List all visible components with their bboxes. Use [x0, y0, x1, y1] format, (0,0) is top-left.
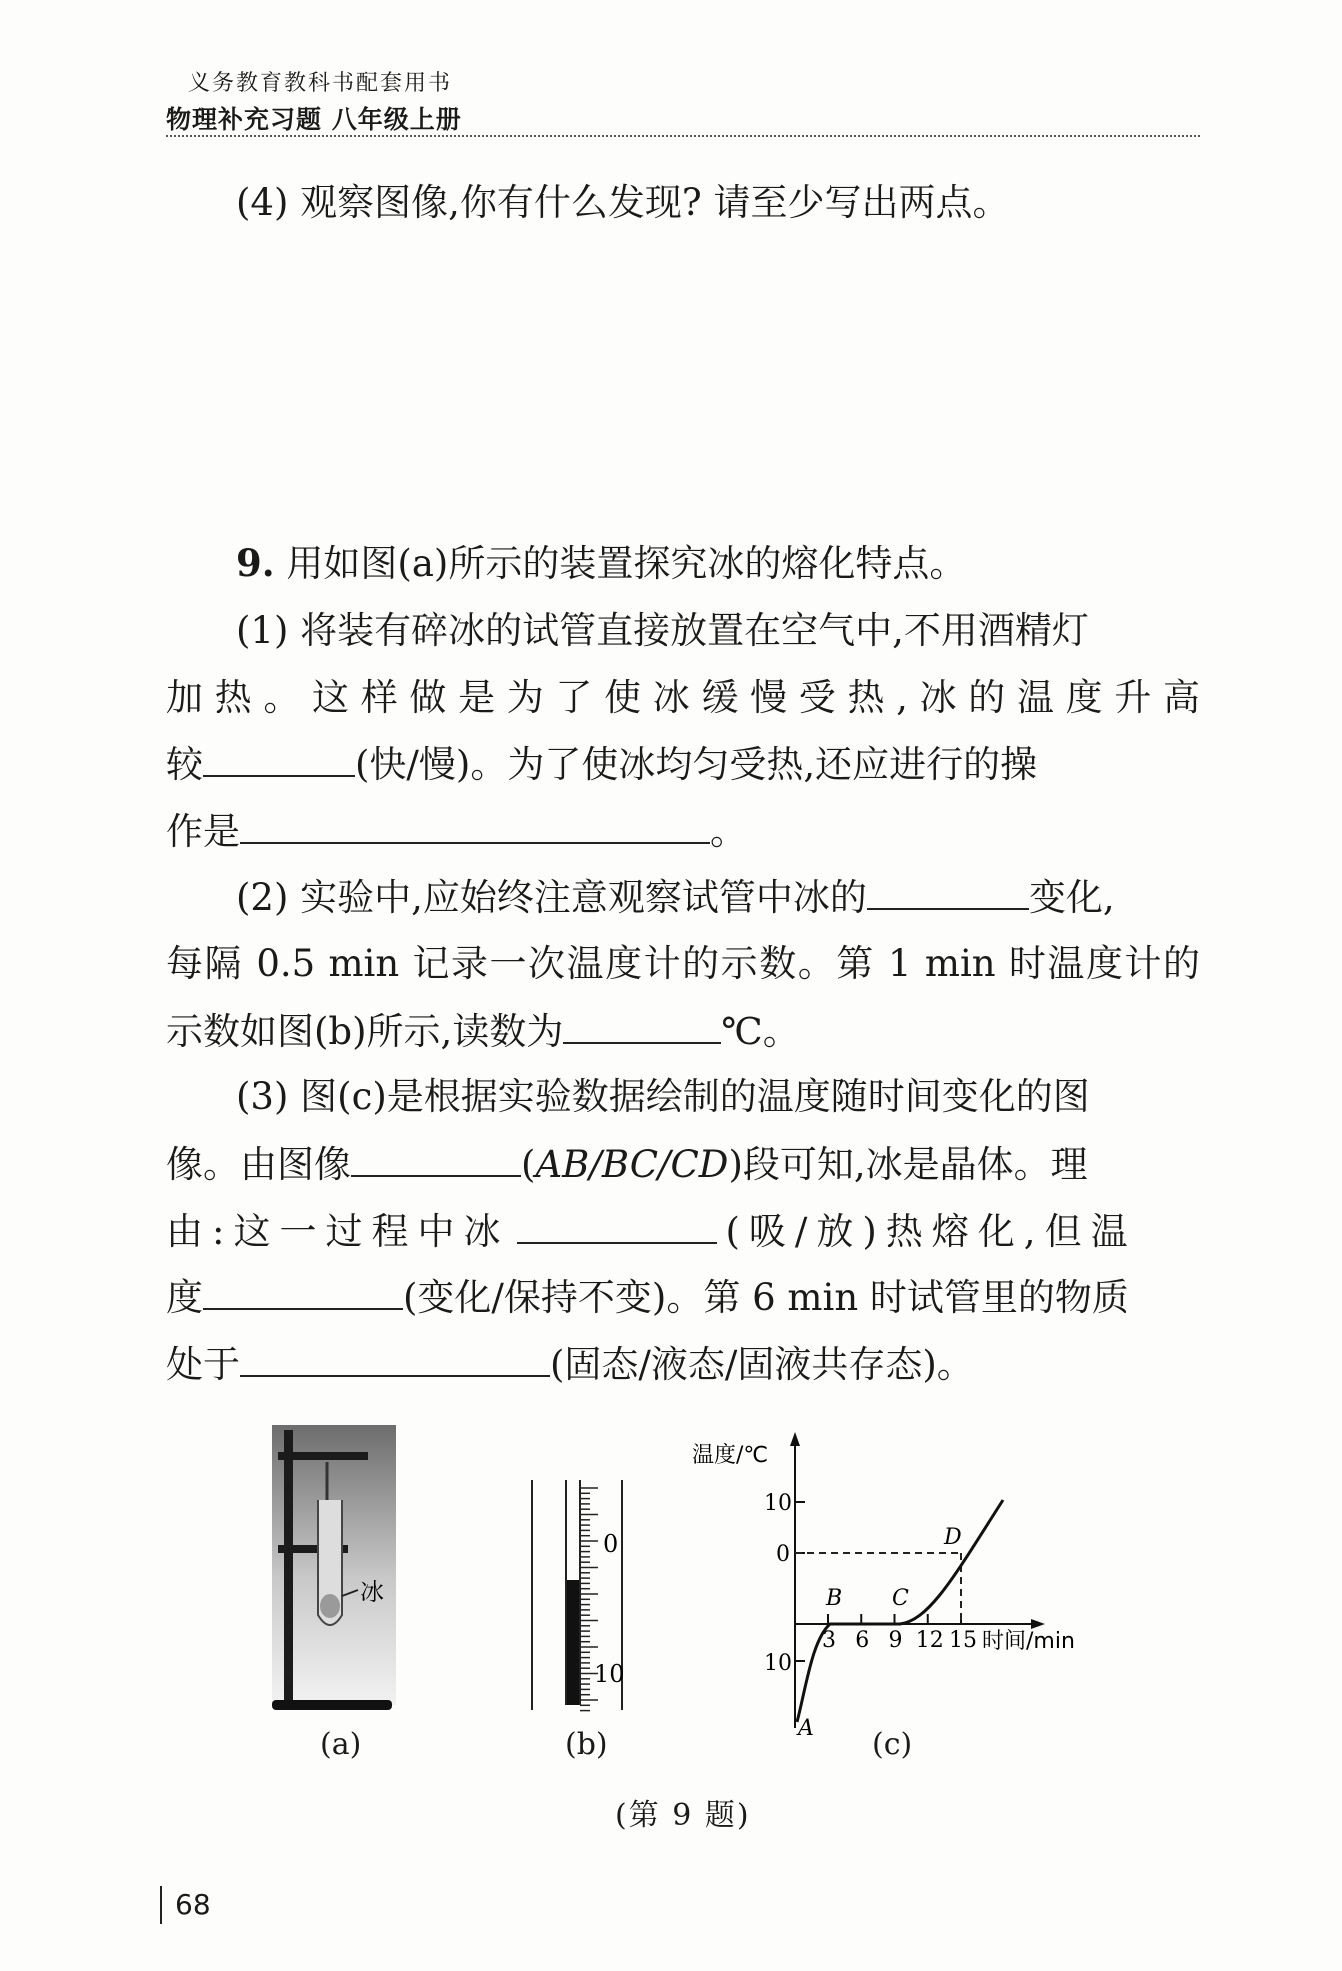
text-segment: 示数如图(b)所示,读数为 — [166, 1010, 564, 1053]
y-axis-arrow — [790, 1432, 800, 1446]
text-segment: (吸/放)热熔化,但温 — [725, 1210, 1137, 1253]
point-a-label: A — [798, 1716, 814, 1741]
text-segment: )段可知,冰是晶体。理 — [728, 1143, 1088, 1186]
book-title: 物理补充习题 八年级上册 — [166, 105, 462, 134]
x-tick-label: 9 — [888, 1628, 903, 1653]
q9-p1-line1: (1) 将装有碎冰的试管直接放置在空气中,不用酒精灯 — [236, 609, 1089, 652]
caption-c: (c) — [872, 1727, 913, 1762]
liquid-column — [567, 1580, 579, 1705]
text-segment: 处于 — [166, 1343, 240, 1386]
point-c-label: C — [892, 1586, 909, 1611]
text-segment: 由:这一过程中冰 — [166, 1210, 510, 1253]
ice-label: 冰 — [360, 1578, 384, 1606]
stand-rod — [284, 1430, 293, 1702]
text-segment: 度 — [166, 1276, 203, 1319]
series-title: 义务教育教科书配套用书 — [188, 71, 453, 96]
point-d-label: D — [944, 1525, 962, 1550]
figure-a-apparatus — [272, 1425, 396, 1710]
text-segment: ( — [521, 1143, 536, 1186]
y-tick-label-zero: 0 — [776, 1542, 790, 1567]
figure-b-thermometer — [532, 1480, 625, 1711]
x-axis-arrow — [1031, 1619, 1045, 1629]
text-segment: ℃。 — [721, 1010, 800, 1053]
q9-number: 9. — [236, 541, 275, 585]
text-segment: (2) 实验中,应始终注意观察试管中冰的 — [236, 876, 867, 919]
x-ticks — [822, 1614, 977, 1653]
text-segment: 作是 — [166, 810, 240, 853]
y-tick-label-bottom: 10 — [764, 1651, 792, 1676]
caption-a: (a) — [320, 1727, 362, 1762]
figure-c-graph — [692, 1432, 1075, 1741]
q8-part4: (4) 观察图像,你有什么发现? 请至少写出两点。 — [236, 181, 1010, 224]
page-number-bar — [160, 1886, 162, 1924]
tick-label-0: 0 — [603, 1530, 619, 1558]
text-segment: 变化, — [1028, 876, 1115, 919]
x-tick-label: 15 — [949, 1628, 977, 1653]
text-segment: (快/慢)。为了使冰均匀受热,还应进行的操 — [355, 743, 1038, 786]
x-tick-label: 6 — [855, 1628, 870, 1653]
page-number: 68 — [175, 1888, 211, 1921]
text-segment: 像。由图像 — [166, 1143, 351, 1186]
text-segment: (变化/保持不变)。第 6 min 时试管里的物质 — [403, 1276, 1129, 1319]
text-segment: 。 — [710, 810, 747, 853]
point-b-label: B — [826, 1586, 843, 1611]
x-axis-label: 时间/min — [982, 1629, 1075, 1654]
q9-stem-text: 用如图(a)所示的装置探究冰的熔化特点。 — [286, 542, 967, 585]
q9-p2-line2: 每隔 0.5 min 记录一次温度计的示数。第 1 min 时温度计的 — [166, 942, 1200, 985]
figure-caption: (第 9 题) — [615, 1798, 751, 1833]
text-segment: 较 — [166, 743, 203, 786]
segment-options: AB/BC/CD — [535, 1143, 729, 1186]
y-axis-label: 温度/℃ — [692, 1443, 769, 1468]
q9-p3-line1: (3) 图(c)是根据实验数据绘制的温度随时间变化的图 — [236, 1075, 1090, 1118]
y-tick-label-top: 10 — [764, 1491, 792, 1516]
text-segment: (固态/液态/固液共存态)。 — [550, 1343, 974, 1386]
stand-base — [272, 1700, 392, 1710]
caption-b: (b) — [565, 1727, 608, 1762]
x-tick-label: 3 — [822, 1628, 836, 1653]
tick-label-10: 10 — [594, 1660, 625, 1688]
temperature-curve — [797, 1500, 1003, 1722]
x-tick-label: 12 — [915, 1628, 944, 1653]
q9-p1-line2: 加热。这样做是为了使冰缓慢受热,冰的温度升高 — [166, 676, 1200, 719]
crushed-ice — [320, 1594, 340, 1618]
upper-clamp-arm — [278, 1452, 368, 1460]
